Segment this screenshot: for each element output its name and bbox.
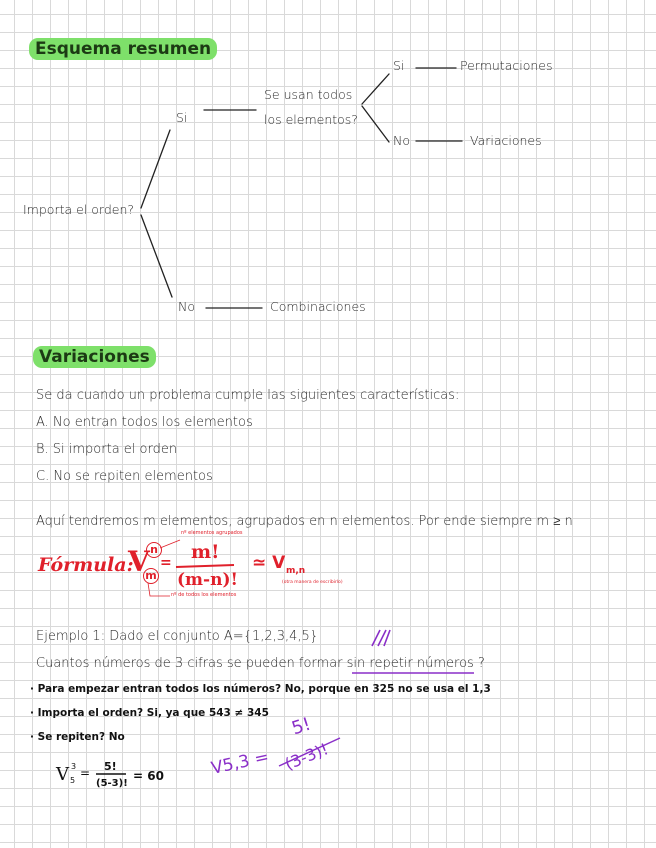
tree-no-label: No [178, 299, 195, 314]
calc-V: V [56, 764, 69, 785]
variaciones-note: Aquí tendremos m elementos, agrupados en n elementos. Por ende siempre m ≥ n [36, 514, 573, 529]
formula-annotation-alt: (otra manera de escribirlo) [282, 580, 343, 585]
calc-numerator: 5! [104, 760, 117, 773]
tree-yes-label: Si [176, 110, 188, 125]
variaciones-intro: Se da cuando un problema cumple las siguientes características: [36, 388, 460, 403]
calc-superscript: 3 [71, 762, 77, 771]
annotation-line-n [160, 540, 180, 548]
calc-equals: = [80, 766, 91, 780]
tree-result-permutaciones: Permutaciones [460, 58, 553, 73]
purple-calc-numerator: 5! [289, 713, 314, 740]
formula-numerator: m! [191, 541, 220, 563]
ejemplo-question [36, 656, 485, 671]
tree-result-combinaciones: Combinaciones [270, 299, 366, 314]
formula-n-circled: n [146, 542, 162, 558]
formula-V: V [128, 545, 150, 578]
annotation-line-m [148, 583, 170, 596]
tree-question2-line1: Se usan todos [264, 87, 353, 102]
formula-fraction-bar [176, 565, 234, 567]
formula-annotation-n: nº elementos agrupados [181, 530, 243, 536]
heading-variaciones: Variaciones [33, 346, 156, 368]
ejemplo-bullet-1: · Para empezar entran todos los números? No, porque en 325 no se usa el 1,3 [30, 683, 491, 695]
heading-esquema-resumen: Esquema resumen [29, 38, 217, 60]
branch-no2-line [362, 106, 389, 142]
ejemplo-question-underlined: sin repetir números [346, 656, 474, 671]
calc-subscript: 5 [70, 776, 76, 785]
calc-result: = 60 [133, 769, 164, 783]
purple-calc-denominator: (3-3)! [282, 739, 331, 774]
ejemplo-bullet-2: · Importa el orden? Si, ya que 543 ≠ 345 [30, 707, 269, 719]
branch-yes2-line [362, 74, 389, 104]
ejemplo-bullet-3: · Se repiten? No [30, 731, 125, 743]
ejemplo-question-end: ? [477, 656, 485, 671]
variaciones-item-c: C. No se repiten elementos [36, 469, 213, 484]
formula-denominator: (m-n)! [177, 570, 238, 590]
variaciones-item-a: A. No entran todos los elementos [36, 415, 253, 430]
tree-question2-line2: los elementos? [264, 112, 358, 127]
ejemplo-title: Ejemplo 1: Dado el conjunto A={1,2,3,4,5} [36, 629, 319, 644]
tree-result-variaciones: Variaciones [470, 133, 542, 148]
purple-calc-lhs: V5,3 = [209, 747, 271, 779]
tree-no2-label: No [393, 133, 410, 148]
formula-approx-V: ≃ V [252, 553, 286, 573]
tree-yes2-label: Si [393, 58, 405, 73]
branch-yes-line [141, 130, 170, 208]
formula-annotation-m: nº de todos los elementos [171, 592, 237, 598]
tree-root-question: Importa el orden? [23, 202, 135, 217]
ejemplo-question-pre: Cuantos números de 3 cifras se pueden formar [36, 656, 343, 671]
branch-no-line [141, 215, 172, 297]
scribble-set-elements [372, 630, 390, 646]
formula-label: Fórmula: [38, 554, 134, 576]
formula-m-circled: m [143, 568, 159, 584]
formula-equals: = [160, 555, 172, 571]
calc-denominator: (5-3)! [96, 778, 128, 789]
formula-sub-mn: m,n [286, 566, 306, 576]
variaciones-item-b: B. Si importa el orden [36, 442, 178, 457]
